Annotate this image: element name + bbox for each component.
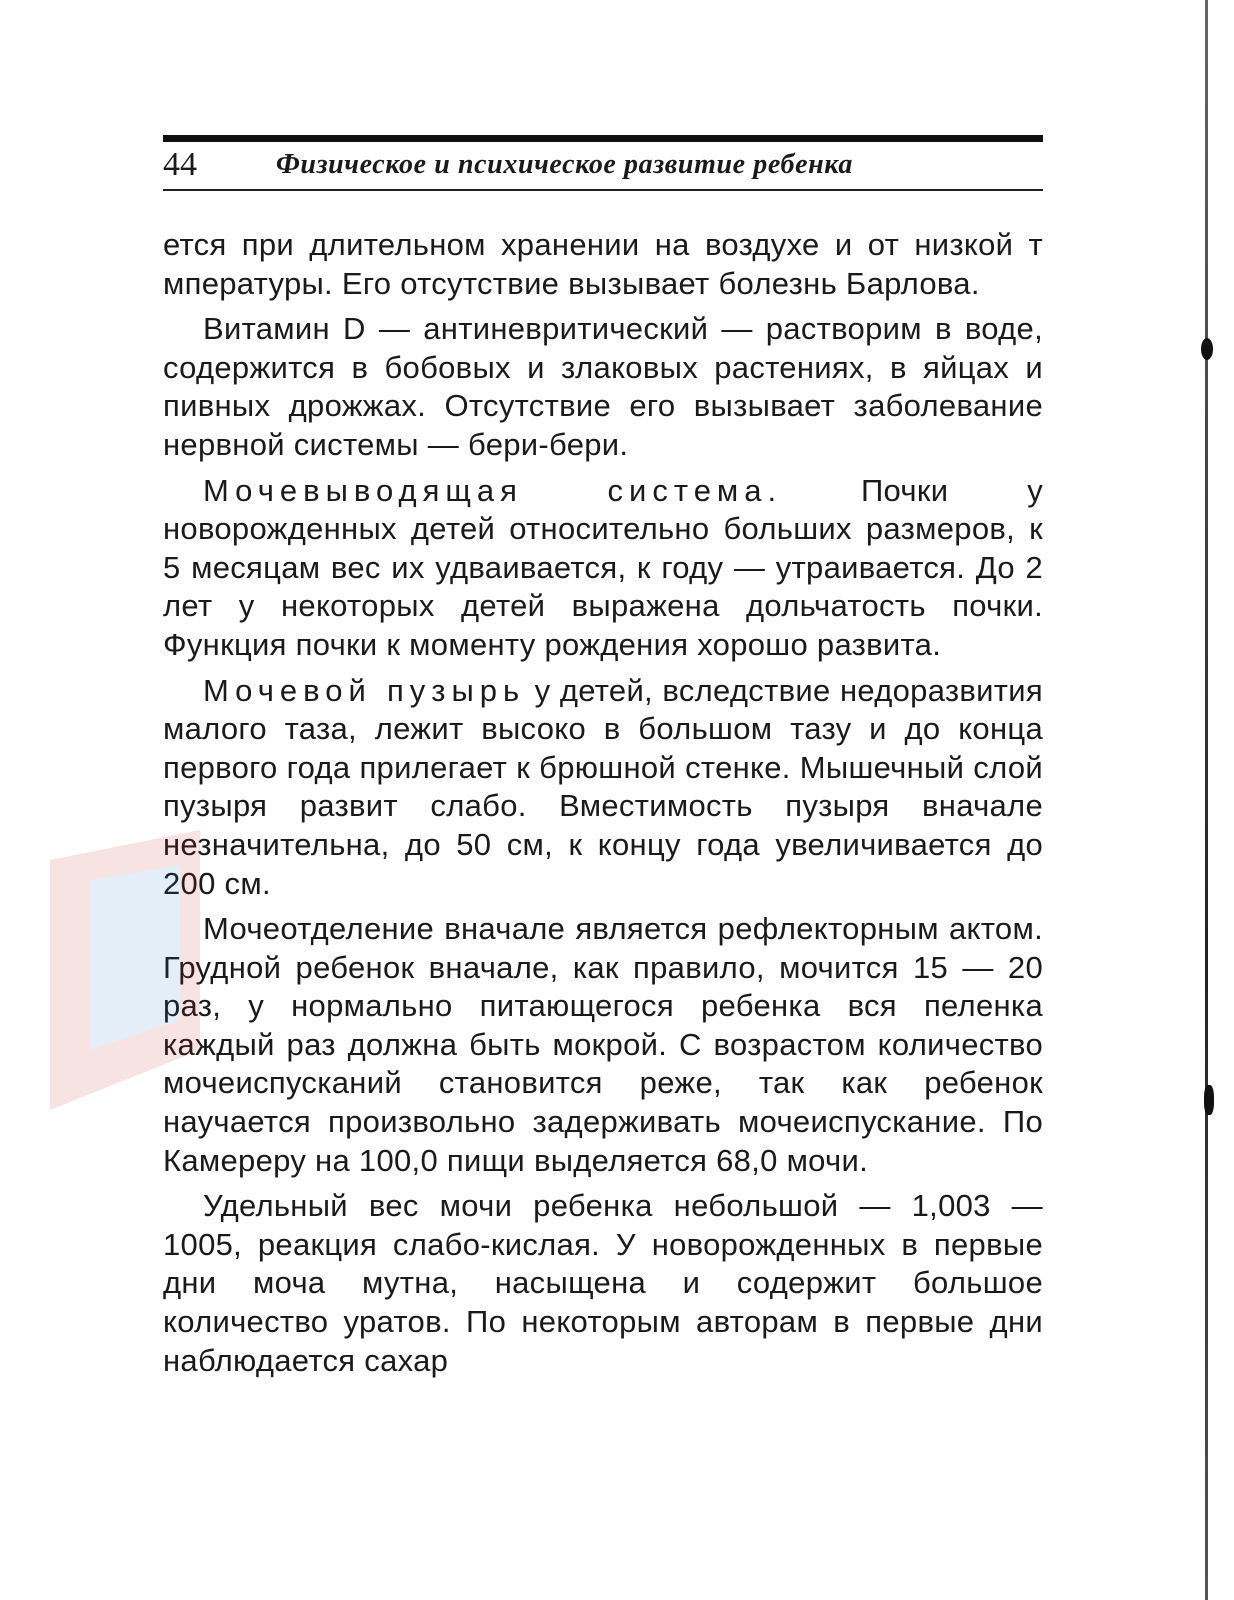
paragraph xyxy=(163,226,1043,303)
paragraph-text: Почки у новорожденных детей относительно больших размеров, к 5 месяцам вес их удваивается, к году — утраивается. До 2 лет у некоторых детей выражена дольчатость почки. Функция почки к моменту рождения хорошо развита. xyxy=(163,472,1044,662)
page-edge-shadow xyxy=(1205,0,1208,1600)
body-text xyxy=(163,226,1043,1387)
margin-ink-mark xyxy=(1204,1085,1214,1115)
paragraph xyxy=(163,910,1043,1180)
page-header xyxy=(163,143,1043,187)
section-lead: Мочевыводящая система. xyxy=(203,472,783,508)
paragraph xyxy=(163,672,1043,904)
paragraph-text: ется при длительном хранении на воздухе и от низкой т мпературы. Его отсутствие вызывает болезнь Барлова. xyxy=(163,227,1043,301)
paragraph xyxy=(163,310,1043,464)
paragraph-text: Удельный вес мочи ребенка небольшой — 1,003 — 1005, реакция слабо-кислая. У новорожденных в первые дни моча мутна, насыщена и содержит большое количество уратов. По некоторым авторам в первые дни наблюдается сахар xyxy=(163,1188,1043,1378)
paragraph-text: у детей, вследствие недоразвития малого таза, лежит высоко в большом тазу и до конца первого года прилегает к брюшной стенке. Мышечный слой пузыря развит слабо. Вместимость пузыря вначале незначительна, до 50 см, к концу года увеличивается до 200 см. xyxy=(163,672,1043,901)
paragraph xyxy=(163,472,1043,665)
header-rule-bottom xyxy=(163,189,1043,191)
margin-ink-mark xyxy=(1201,338,1213,360)
running-head: Физическое и психическое развитие ребенка xyxy=(276,149,853,180)
watermark-logo xyxy=(30,820,220,1120)
section-lead: Мочевой пузырь xyxy=(203,672,526,708)
header-rule-top xyxy=(163,135,1043,142)
page-number: 44 xyxy=(163,146,197,183)
paragraph-text: Мочеотделение вначале является рефлекторным актом. Грудной ребенок вначале, как правило, мочится 15 — 20 раз, у нормально питающегося ребенка вся пеленка каждый раз должна быть мокрой. С возрастом количество мочеиспусканий становится реже, так как ребенок научается произвольно задерживать мочеиспускание. По Камереру на 100,0 пищи выделяется 68,0 мочи. xyxy=(163,911,1043,1178)
paragraph xyxy=(163,1187,1043,1380)
paragraph-text: Витамин D — антиневритический — растворим в воде, содержится в бобовых и злаковых растениях, в яйцах и пивных дрожжах. Отсутствие его вызывает заболевание нервной системы — бери-бери. xyxy=(163,311,1043,462)
